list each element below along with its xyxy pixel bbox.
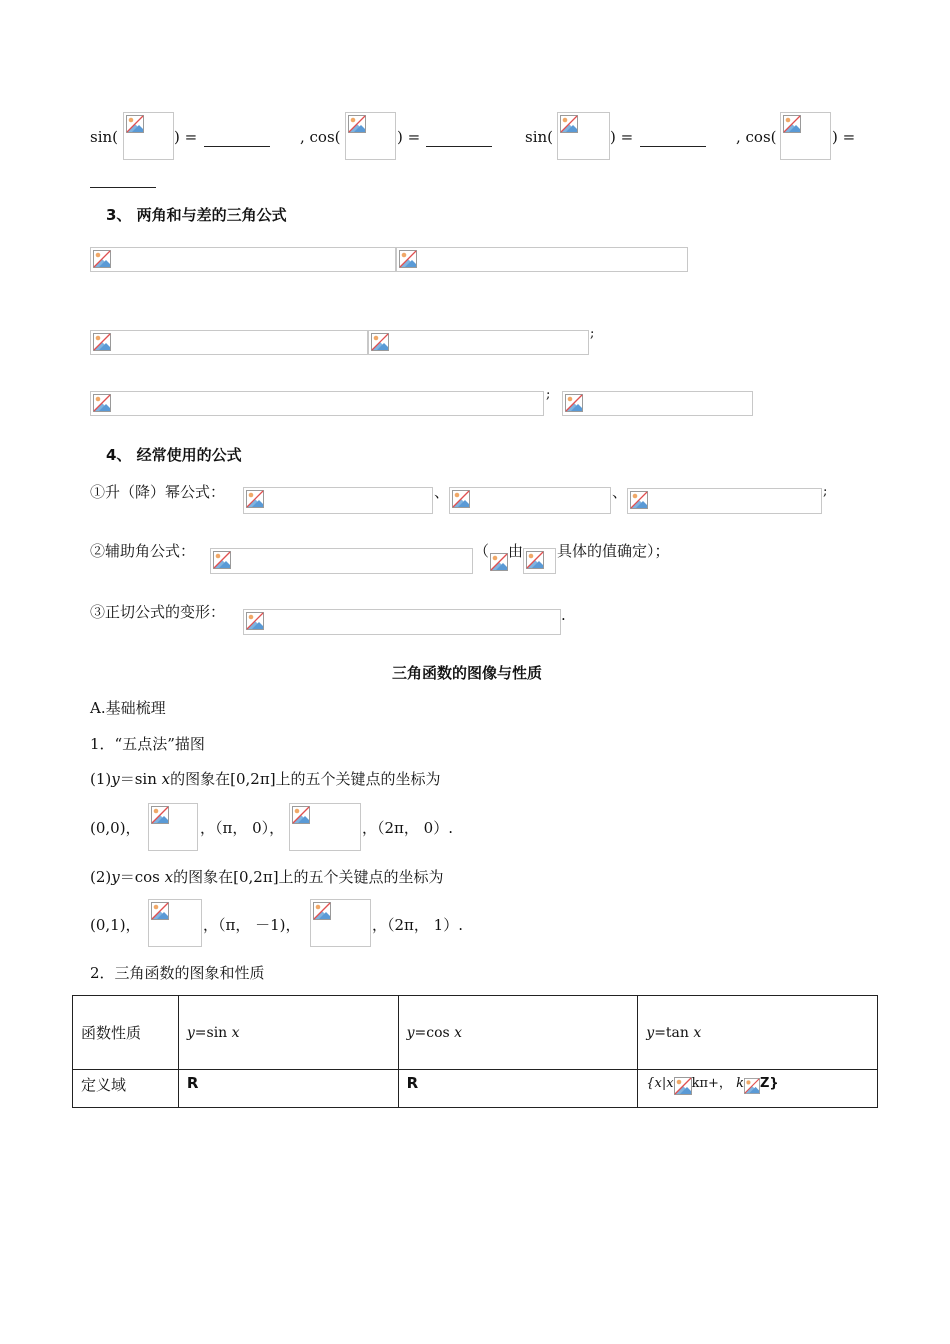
header-tan-text: =tan	[654, 1024, 689, 1041]
cos-domain-value: R	[406, 1074, 419, 1092]
cos-line-mid: ＝cos	[119, 868, 160, 886]
sin-point-3: ，（π， 0），	[200, 819, 285, 837]
cos-point-4-image	[310, 899, 371, 947]
cos-line-prefix: (2)	[90, 868, 112, 886]
formula-image-4	[780, 112, 831, 160]
cos-point-1: (0,1)，	[90, 916, 141, 934]
formula-image-13	[627, 488, 822, 514]
close-eq-2: ) =	[397, 128, 421, 146]
formula-image-9	[90, 391, 544, 416]
answer-blank-4	[90, 186, 156, 188]
broken-image-icon	[744, 1078, 760, 1094]
formula-image-16	[243, 609, 561, 635]
close-eq-3: ) =	[610, 128, 634, 146]
sin-domain-cell	[178, 1070, 398, 1108]
cos-x-var: x	[164, 868, 174, 886]
sin-x-var: x	[161, 770, 171, 788]
aux-angle-by: 由	[508, 542, 524, 560]
sin-line-prefix: (1)	[90, 770, 112, 788]
cos-line-post: 的图象在[0,2π]上的五个关键点的坐标为	[173, 868, 444, 886]
formula-image-3	[557, 112, 610, 160]
tan-domain-mid: kπ+，	[691, 1076, 732, 1091]
header-tan-y: y	[646, 1024, 655, 1041]
header-sin-y: y	[186, 1024, 195, 1041]
tan-domain-cell	[638, 1070, 878, 1108]
broken-image-icon	[151, 902, 169, 920]
trig-section-title: 三角函数的图像与性质	[392, 664, 543, 682]
close-eq-4: ) =	[832, 128, 856, 146]
separator-1: 、	[434, 483, 450, 501]
formula-image-14	[210, 548, 473, 574]
broken-image-icon	[490, 553, 508, 571]
cos-y-var: y	[111, 868, 120, 886]
broken-image-icon	[526, 551, 544, 569]
broken-image-icon	[783, 115, 801, 133]
sin-line-mid: ＝sin	[119, 770, 157, 788]
aux-angle-tail: 具体的值确定）；	[557, 542, 670, 560]
sin-line-post: 的图象在[0,2π]上的五个关键点的坐标为	[170, 770, 441, 788]
header-tan-x: x	[693, 1024, 702, 1041]
formula-image-7	[90, 330, 368, 355]
broken-image-icon	[213, 551, 231, 569]
cos-label-1: , cos(	[300, 128, 341, 146]
period-1: .	[561, 606, 566, 624]
broken-image-icon	[246, 612, 264, 630]
formula-image-1	[123, 112, 174, 160]
formula-image-10	[562, 391, 753, 416]
formula-image-2	[345, 112, 396, 160]
cos-point-5: ，（2π， 1）.	[372, 916, 463, 934]
broken-image-icon	[630, 491, 648, 509]
header-sin-x: x	[231, 1024, 240, 1041]
tan-domain-k: k	[736, 1076, 744, 1091]
broken-image-icon	[93, 394, 111, 412]
cos-label-2: , cos(	[736, 128, 777, 146]
domain-label-cell	[73, 1070, 179, 1108]
five-point-heading: 1．“五点法”描图	[90, 735, 205, 753]
header-cell-property	[73, 996, 179, 1070]
header-cos-x: x	[454, 1024, 463, 1041]
header-cell-cos	[398, 996, 638, 1070]
broken-image-icon	[151, 806, 169, 824]
header-cell-tan	[638, 996, 878, 1070]
answer-blank-2	[426, 145, 492, 147]
tangent-variant-label: ③正切公式的变形：	[90, 603, 226, 621]
sin-five-point-line	[90, 768, 441, 789]
answer-blank-1	[204, 145, 270, 147]
sin-point-5: ，（2π， 0）.	[362, 819, 453, 837]
section-4-title: 4、 经常使用的公式	[106, 446, 242, 464]
broken-image-icon	[674, 1077, 692, 1095]
semicolon-3: ;	[823, 484, 828, 499]
broken-image-icon	[560, 115, 578, 133]
broken-image-icon	[93, 250, 111, 268]
formula-image-5	[90, 247, 396, 272]
answer-blank-3	[640, 145, 706, 147]
broken-image-icon	[126, 115, 144, 133]
paren-open: （	[474, 542, 490, 560]
table-header-row	[73, 996, 878, 1070]
header-cell-sin	[178, 996, 398, 1070]
broken-image-icon	[452, 490, 470, 508]
sin-domain-value: R	[186, 1074, 199, 1092]
cos-point-3: ，（π， －1)，	[203, 916, 301, 934]
cos-domain-cell	[398, 1070, 638, 1108]
semicolon-1: ;	[590, 326, 595, 341]
section-3-title: 3、 两角和与差的三角公式	[106, 206, 287, 224]
formula-image-12	[449, 487, 611, 514]
power-reduction-label: ①升（降）幂公式：	[90, 483, 226, 501]
close-eq-1: ) =	[174, 128, 198, 146]
broken-image-icon	[565, 394, 583, 412]
separator-2: 、	[612, 483, 628, 501]
tan-domain-open: {x|x	[646, 1076, 674, 1091]
broken-image-icon	[313, 902, 331, 920]
sin-label-2: sin(	[525, 128, 554, 146]
broken-image-icon	[93, 333, 111, 351]
formula-image-11	[243, 487, 433, 514]
table-heading: 2．三角函数的图象和性质	[90, 964, 265, 982]
formula-image-15	[523, 548, 556, 574]
trig-properties-table	[72, 995, 878, 1108]
domain-row	[73, 1070, 878, 1108]
domain-label: 定义域	[81, 1076, 127, 1094]
aux-angle-label: ②辅助角公式：	[90, 542, 196, 560]
broken-image-icon	[292, 806, 310, 824]
cos-five-point-line	[90, 866, 444, 887]
part-a-heading: A.基础梳理	[90, 699, 166, 717]
header-cos-text: =cos	[414, 1024, 450, 1041]
broken-image-icon	[371, 333, 389, 351]
header-cos-y: y	[406, 1024, 415, 1041]
cos-point-2-image	[148, 899, 202, 947]
formula-image-6	[396, 247, 688, 272]
header-sin-text: =sin	[194, 1024, 228, 1041]
formula-image-8	[368, 330, 589, 355]
semicolon-2: ;	[546, 387, 551, 402]
sin-label-1: sin(	[90, 128, 119, 146]
sin-y-var: y	[111, 770, 120, 788]
header-property-text: 函数性质	[81, 1024, 142, 1042]
broken-image-icon	[399, 250, 417, 268]
sin-point-2-image	[148, 803, 198, 851]
broken-image-icon	[246, 490, 264, 508]
broken-image-icon	[348, 115, 366, 133]
sin-point-4-image	[289, 803, 361, 851]
tan-domain-close: Z}	[759, 1076, 779, 1091]
sin-point-1: (0,0)，	[90, 819, 141, 837]
